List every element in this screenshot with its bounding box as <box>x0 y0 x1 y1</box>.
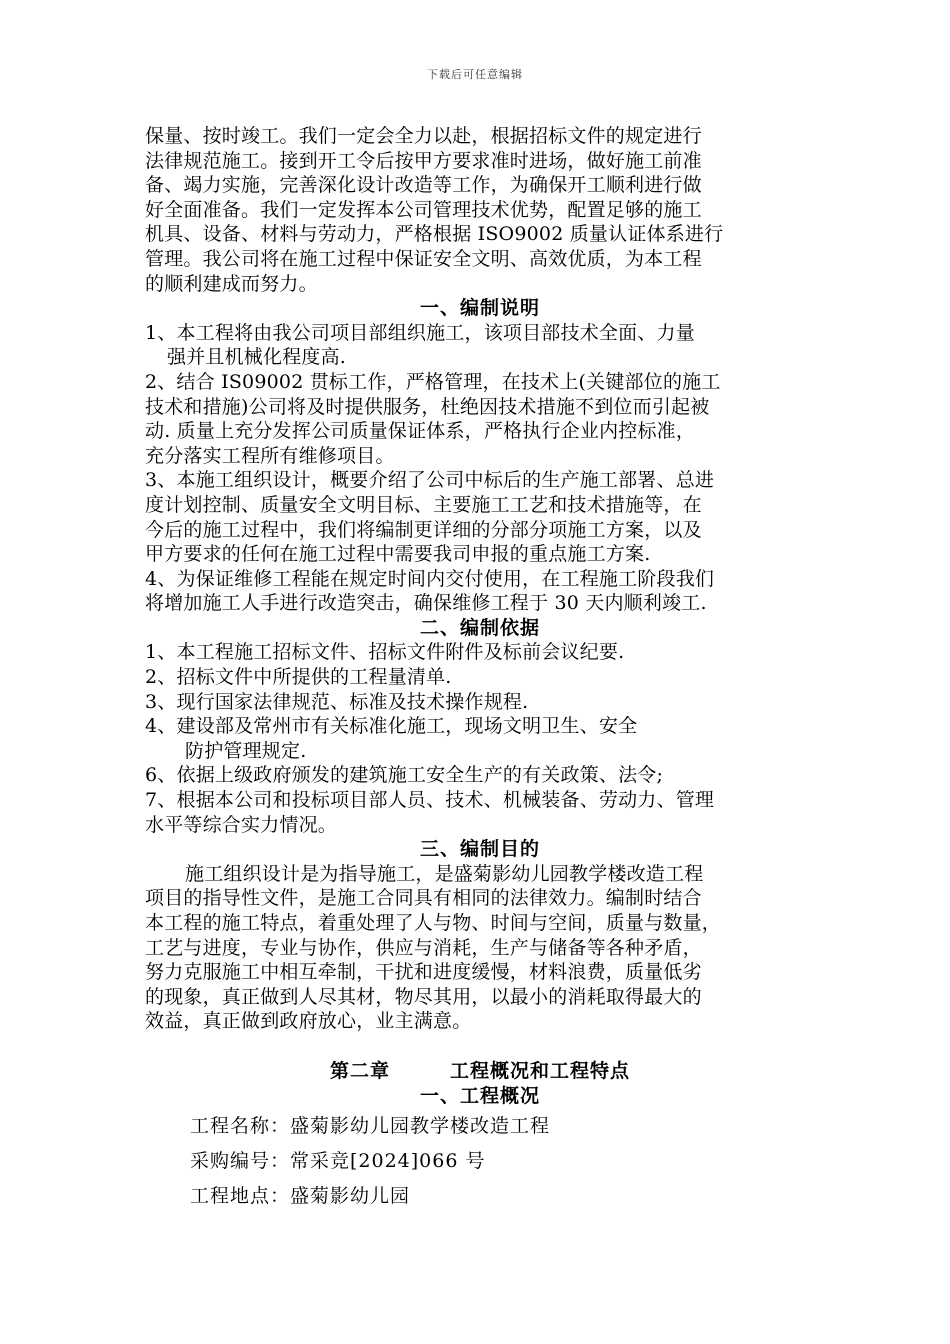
text-line: 3、现行国家法律规范、标准及技术操作规程. <box>145 690 529 713</box>
document-body <box>145 124 815 1214</box>
text-line: 项目的指导性文件，是施工合同具有相同的法律效力。编制时结合 <box>145 887 702 910</box>
project-name: 工程名称：盛菊影幼儿园教学楼改造工程 <box>190 1114 551 1137</box>
text-line: 的顺利建成而努力。 <box>145 272 318 295</box>
chapter-heading <box>145 1058 815 1084</box>
text-line: 的现象，真正做到人尽其材，物尽其用，以最小的消耗取得最大的 <box>145 985 702 1008</box>
text-line: 好全面准备。我们一定发挥本公司管理技术优势，配置足够的施工 <box>145 198 702 221</box>
text-line: 本工程的施工特点，着重处理了人与物、时间与空间，质量与数量， <box>145 912 722 934</box>
text-line: 机具、设备、材料与劳动力，严格根据 ISO9002 质量认证体系进行 <box>145 223 724 246</box>
text-line: 努力克服施工中相互牵制，干扰和进度缓慢，材料浪费，质量低劣 <box>145 961 702 984</box>
text-line: 法律规范施工。接到开工令后按甲方要求准时进场，做好施工前准 <box>145 149 702 172</box>
text-line: 效益，真正做到政府放心，业主满意。 <box>145 1010 472 1033</box>
text-line: 将增加施工人手进行改造突击，确保维修工程于 30 天内顺利竣工. <box>145 592 707 615</box>
text-line: 度计划控制、质量安全文明目标、主要施工工艺和技术措施等，在 <box>145 493 702 516</box>
text-line: 4、为保证维修工程能在规定时间内交付使用，在工程施工阶段我们 <box>145 567 715 590</box>
text-line: 管理。我公司将在施工过程中保证安全文明、高效优质，为本工程 <box>145 247 702 270</box>
spacer <box>145 1034 815 1058</box>
text-line: 水平等综合实力情况。 <box>145 813 338 836</box>
project-info-list <box>145 1109 815 1214</box>
section-heading-compilation-basis: 二、编制依据 <box>419 616 540 639</box>
text-line: 1、本工程将由我公司项目部组织施工，该项目部技术全面、力量 <box>145 321 695 344</box>
text-line: 工艺与进度，专业与协作，供应与消耗，生产与储备等各种矛盾， <box>145 936 702 959</box>
text-line: 6、依据上级政府颁发的建筑施工安全生产的有关政策、法令; <box>145 764 664 787</box>
section-heading-compilation-notes: 一、编制说明 <box>419 297 540 320</box>
chapter-title: 工程概况和工程特点 <box>450 1059 631 1082</box>
text-line: 保量、按时竣工。我们一定会全力以赴，根据招标文件的规定进行 <box>145 125 702 147</box>
section-compilation-notes <box>145 321 815 616</box>
project-location: 工程地点：盛菊影幼儿园 <box>190 1184 411 1207</box>
text-line: 今后的施工过程中，我们将编制更详细的分部分项施工方案，以及 <box>145 518 702 541</box>
text-line: 4、建设部及常州市有关标准化施工，现场文明卫生、安全 <box>145 715 638 738</box>
text-line: 技术和措施)公司将及时提供服务，杜绝因技术措施不到位而引起被 <box>145 395 710 418</box>
section-heading-project-overview: 一、工程概况 <box>419 1084 540 1107</box>
text-line: 强并且机械化程度高. <box>167 346 347 369</box>
page-header: 下载后可任意编辑 <box>427 68 523 81</box>
text-line: 充分落实工程所有维修项目。 <box>145 444 395 467</box>
intro-paragraph <box>145 124 815 296</box>
text-line: 2、招标文件中所提供的工程量清单. <box>145 666 452 689</box>
text-line: 7、根据本公司和投标项目部人员、技术、机械装备、劳动力、管理 <box>145 789 715 812</box>
text-line: 甲方要求的任何在施工过程中需要我司申报的重点施工方案. <box>145 543 651 566</box>
text-line: 2、结合 IS09002 贯标工作，严格管理，在技术上(关键部位的施工 <box>145 370 721 393</box>
text-line: 1、本工程施工招标文件、招标文件附件及标前会议纪要. <box>145 641 625 664</box>
text-line: 备、竭力实施，完善深化设计改造等工作，为确保开工顺利进行做 <box>145 174 702 197</box>
text-line: 3、本施工组织设计，概要介绍了公司中标后的生产施工部署、总进 <box>145 469 715 492</box>
text-line: 防护管理规定. <box>185 739 307 762</box>
section-heading-compilation-purpose: 三、编制目的 <box>419 838 540 861</box>
section-compilation-purpose <box>145 862 815 1034</box>
text-line: 动. 质量上充分发挥公司质量保证体系，严格执行企业内控标准， <box>145 420 696 443</box>
chapter-number: 第二章 <box>329 1059 390 1082</box>
text-line: 施工组织设计是为指导施工，是盛菊影幼儿园教学楼改造工程 <box>185 862 704 885</box>
section-compilation-basis <box>145 640 815 837</box>
procurement-number: 采购编号：常采竞[2024]066 号 <box>190 1149 486 1172</box>
